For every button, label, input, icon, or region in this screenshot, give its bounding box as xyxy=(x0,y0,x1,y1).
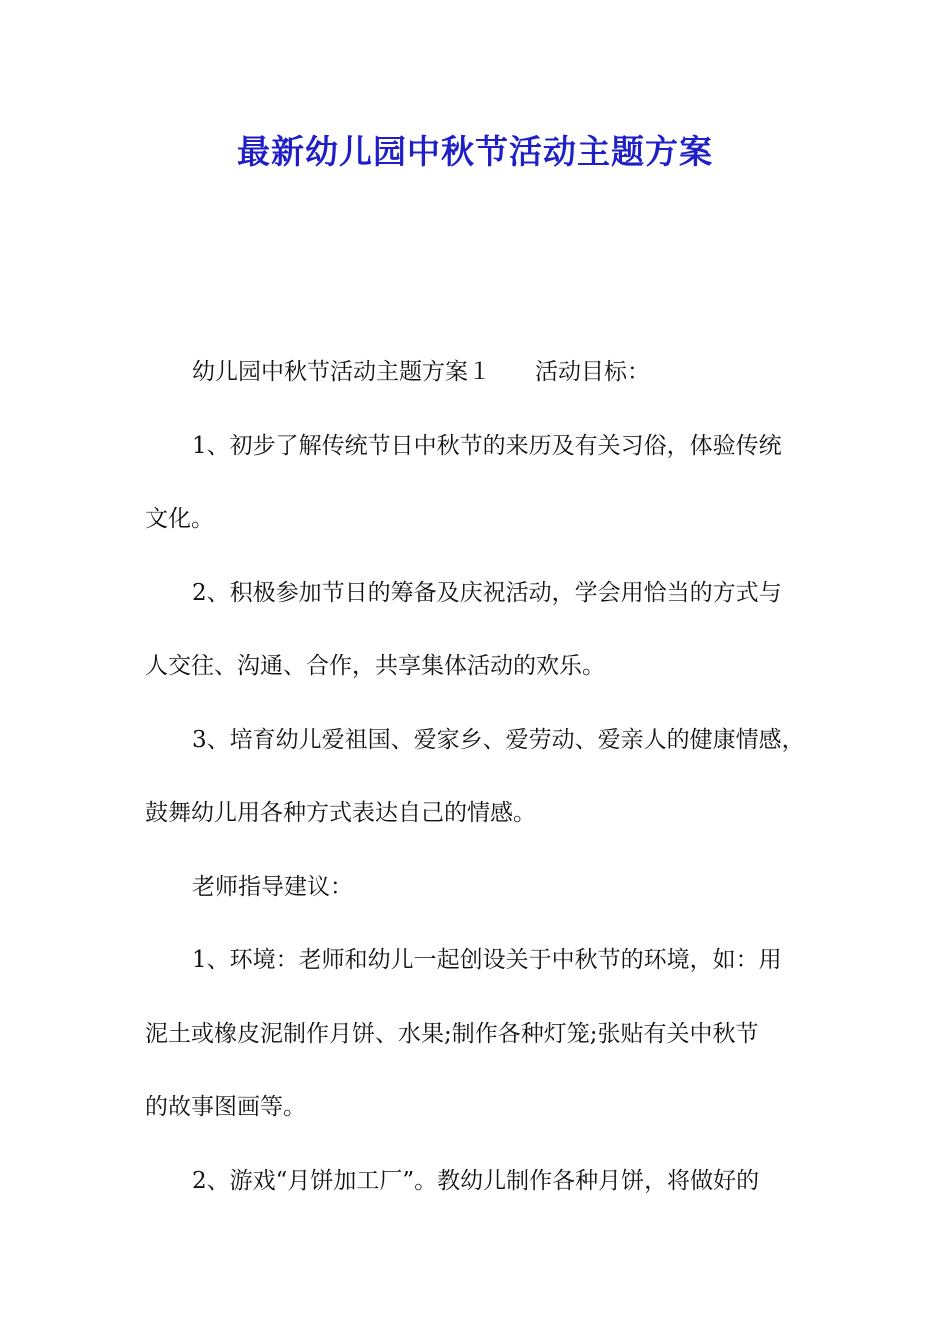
paragraph-line: 2、游戏“月饼加工厂”。教幼儿制作各种月饼，将做好的 xyxy=(192,1167,760,1194)
goal-heading: 活动目标： xyxy=(535,359,650,385)
section-heading: 老师指导建议： xyxy=(192,873,353,900)
paragraph-line: 1、初步了解传统节日中秋节的来历及有关习俗，体验传统 xyxy=(192,432,782,459)
paragraph-line: 泥土或橡皮泥制作月饼、水果;制作各种灯笼;张贴有关中秋节 xyxy=(145,1020,759,1047)
paragraph-line xyxy=(145,336,835,410)
paragraph-line: 鼓舞幼儿用各种方式表达自己的情感。 xyxy=(145,800,536,826)
document-body xyxy=(145,336,835,1218)
paragraph-line: 文化。 xyxy=(145,506,214,532)
paragraph-line: 2、积极参加节日的筹备及庆祝活动，学会用恰当的方式与 xyxy=(192,579,782,606)
paragraph-line: 3、培育幼儿爱祖国、爱家乡、爱劳动、爱亲人的健康情感， xyxy=(192,726,805,753)
document-title: 最新幼儿园中秋节活动主题方案 xyxy=(237,132,713,171)
paragraph-line: 的故事图画等。 xyxy=(145,1094,306,1120)
paragraph-line: 人交往、沟通、合作，共享集体活动的欢乐。 xyxy=(145,653,605,679)
paragraph-line: 1、环境：老师和幼儿一起创设关于中秋节的环境，如：用 xyxy=(192,947,782,973)
plan-heading: 幼儿园中秋节活动主题方案１ xyxy=(192,359,491,385)
